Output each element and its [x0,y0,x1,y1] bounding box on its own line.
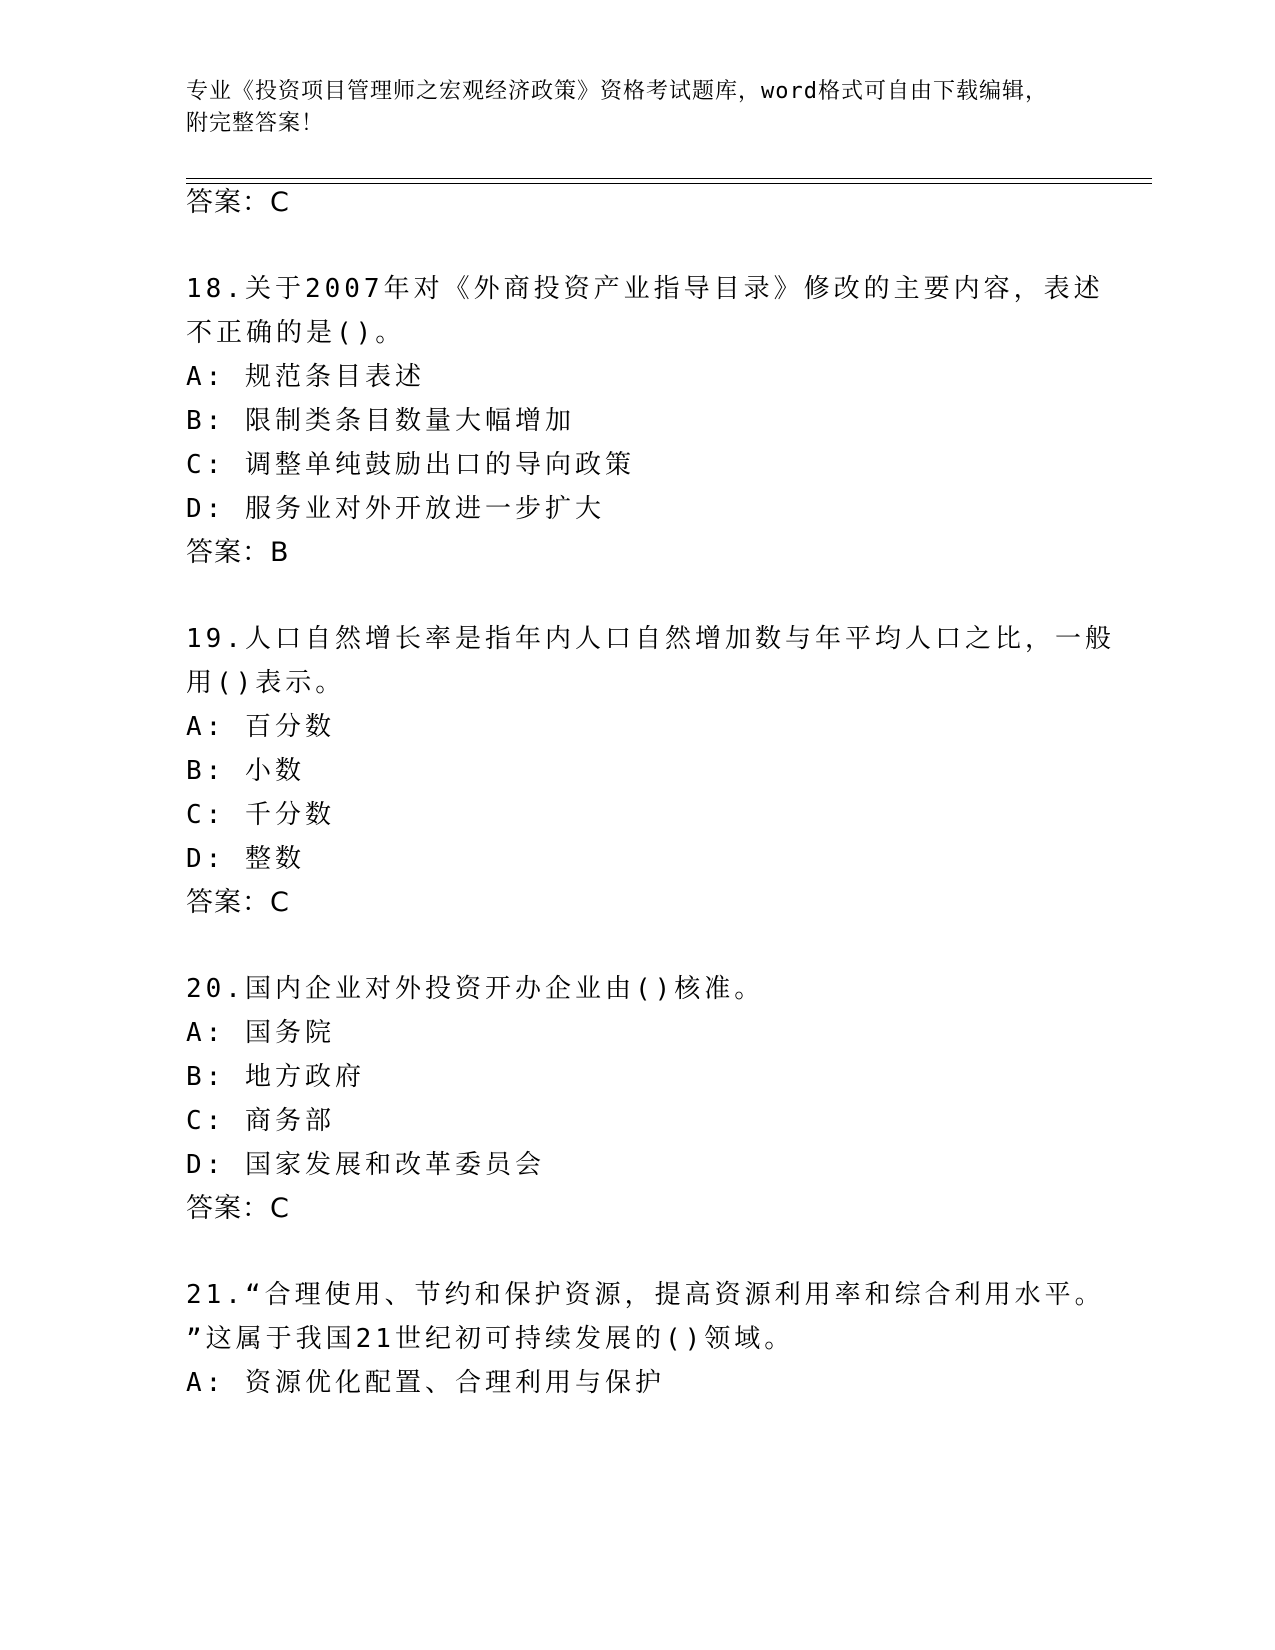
question-21-stem-line-1: 21.“合理使用、节约和保护资源，提高资源利用率和综合利用水平。 [186,1280,1105,1310]
question-19-option-b: B: 小数 [186,756,305,786]
question-20-answer: 答案：C [186,1193,290,1224]
question-20-option-c: C: 商务部 [186,1106,335,1136]
question-20-stem-line-1: 20.国内企业对外投资开办企业由()核准。 [186,974,765,1004]
question-18-option-d: D: 服务业对外开放进一步扩大 [186,494,605,524]
question-20-option-b: B: 地方政府 [186,1062,365,1092]
header-rule-top [186,178,1152,179]
question-18-option-a: A: 规范条目表述 [186,362,425,392]
question-19-option-d: D: 整数 [186,844,305,874]
answer-prev: 答案：C [186,187,290,218]
question-19-stem-line-2: 用()表示。 [186,668,346,698]
document-header: 专业《投资项目管理师之宏观经济政策》资格考试题库，word格式可自由下载编辑，附完整答案！ [186,79,1048,136]
question-19-option-c: C: 千分数 [186,800,335,830]
question-18-stem-line-1: 18.关于2007年对《外商投资产业指导目录》修改的主要内容，表述 [186,274,1104,304]
question-18-answer: 答案：B [186,537,290,568]
question-20-option-d: D: 国家发展和改革委员会 [186,1150,545,1180]
header-rule-bottom [186,183,1152,184]
question-20-option-a: A: 国务院 [186,1018,335,1048]
question-18-option-b: B: 限制类条目数量大幅增加 [186,406,575,436]
question-19-option-a: A: 百分数 [186,712,335,742]
question-18-stem-line-2: 不正确的是()。 [186,318,406,348]
question-18-option-c: C: 调整单纯鼓励出口的导向政策 [186,450,635,480]
question-19-answer: 答案：C [186,887,290,918]
question-21-option-a: A: 资源优化配置、合理利用与保护 [186,1368,665,1398]
question-21-stem-line-2: ”这属于我国21世纪初可持续发展的()领域。 [186,1324,795,1354]
question-19-stem-line-1: 19.人口自然增长率是指年内人口自然增加数与年平均人口之比，一般 [186,624,1115,654]
